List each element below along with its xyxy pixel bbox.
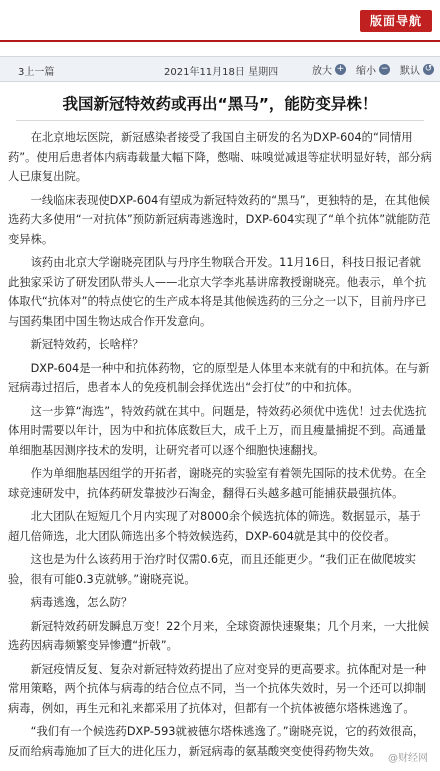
article-paragraph: 这也是为什么该药用于治疗时仅需0.6克，而且还能更少。“我们正在做爬坡实验，很有可能0.3克就够。”谢晓亮说。: [8, 553, 416, 586]
issue-date: 2021年11月18日 星期四: [164, 67, 279, 78]
source-watermark: @财经网: [384, 748, 432, 765]
zoom-controls: [312, 62, 434, 77]
article-paragraph: 作为单细胞基因组学的开拓者，谢晓亮的实验室有着领先国际的技术优势。在全球竞速研发中，抗体药研发靠披沙石淘金，翻得石头越多越可能捕获最强抗体。: [8, 467, 426, 500]
article-paragraph: 新冠疫情反复、复杂对新冠特效药提出了应对变异的更高要求。抗体配对是一种常用策略，两个抗体与病毒的结合位点不同，当一个抗体失效时，另一个还可以抑制病毒，例如，再生元和礼来都采用了抗体对，但都有一个抗体被德尔塔株逃逸了。: [8, 662, 426, 715]
article-paragraph: 在北京地坛医院，新冠感染者接受了我国自主研发的名为DXP-604的“同情用药”。使用后患者体内病毒载量大幅下降，憋喘、味嗅觉减退等症状明显好转，部分病人已康复出院。: [8, 131, 432, 183]
article-body: [8, 128, 432, 765]
zoom-in-label: 放大: [312, 66, 332, 77]
reset-zoom-label: 默认: [400, 66, 420, 77]
minus-icon: −: [380, 64, 389, 74]
article-paragraph: 该药由北京大学谢晓亮团队与丹序生物联合开发。11月16日，科技日报记者就此独家采访了研发团队带头人——北京大学李兆基讲席教授谢晓亮。他表示，单个抗体取代“抗体对”的特点使它的生产成本将是其他候选药的三分之一以下，目前丹序已与国药集团中国生物达成合作开发意向。: [8, 256, 427, 328]
title-divider: [16, 120, 424, 121]
reset-icon: ↺: [424, 64, 433, 74]
article-paragraph: “我们有一个候选药DXP-593就被德尔塔株逃逸了。”谢晓亮说，它的药效很高，反而给病毒施加了巨大的进化压力，新冠病毒的氨基酸突变使得药物失效。: [8, 725, 425, 758]
article-paragraph: 这一步算“海选”，特效药就在其中。问题是，特效药必须优中选优！过去优选抗体用时需要以年计，因为中和抗体底数巨大，成千上万，而且瘦量捕捉不到。高通量单细胞基因测序技术的发明，让研究者可以逐个细胞快速翻找。: [8, 404, 427, 457]
article-paragraph: 新冠特效药，长啥样？: [30, 338, 144, 351]
article-paragraph: 新冠特效药研发瞬息万变！22个月来，全球资源快速聚集；几个月来，一大批候选药因病毒频繁变异惨遭“折戟”。: [8, 619, 430, 652]
top-header: [0, 0, 440, 42]
zoom-in-button[interactable]: [312, 62, 346, 77]
article-paragraph: 病毒逃逸，怎么防？: [30, 596, 133, 609]
plus-icon: +: [336, 64, 345, 74]
page-navigation-button[interactable]: 版面导航: [360, 10, 432, 32]
previous-article-link[interactable]: 3上一篇: [18, 67, 55, 78]
zoom-out-button[interactable]: [356, 62, 390, 77]
article-paragraph: DXP-604是一种中和抗体药物，它的原型是人体里本来就有的中和抗体。在与新冠病毒过招后，患者本人的免疫机制会择优选出“会打仗”的中和抗体。: [8, 361, 430, 394]
article-paragraph: 一线临床表现使DXP-604有望成为新冠特效药的“黑马”，更独特的是，在其他候选药大多使用“一对抗体”预防新冠病毒逃逸时，DXP-604实现了“单个抗体”就能防范变异株。: [8, 193, 431, 246]
reset-zoom-button[interactable]: [400, 62, 434, 77]
zoom-out-label: 缩小: [356, 66, 376, 77]
article-paragraph: 北大团队在短短几个月内实现了对8000余个候选抗体的筛选。数据显示，基于超几倍筛选，北大团队筛选出多个特效候选药，DXP-604就是其中的佼佼者。: [8, 510, 421, 543]
reader-toolbar: [0, 56, 440, 82]
article-title: 我国新冠特效药或再出“黑马”，能防变异株！: [62, 95, 378, 113]
